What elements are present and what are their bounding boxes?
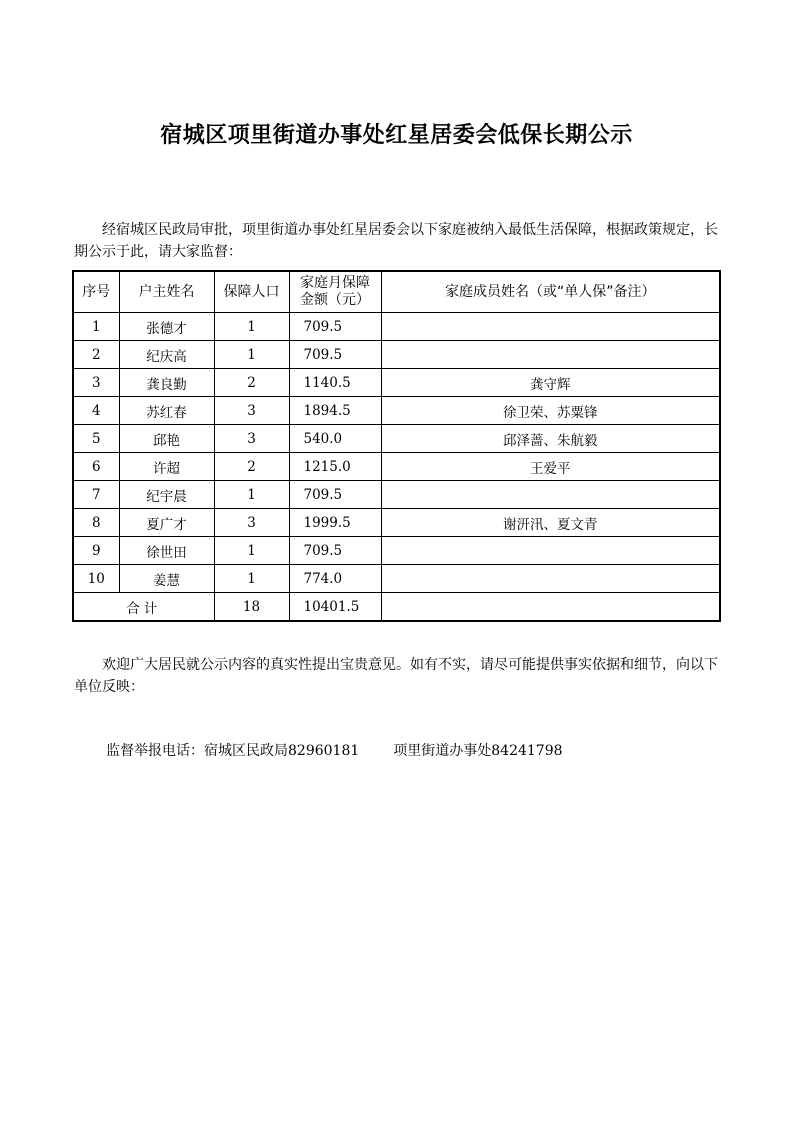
cell-people: 1 (214, 341, 289, 369)
cell-head-name: 夏广才 (119, 509, 214, 537)
cell-head-name: 纪庆高 (119, 341, 214, 369)
table-row (73, 509, 720, 537)
cell-head-name: 许超 (119, 453, 214, 481)
cell-members: 徐卫荣、苏粟锋 (381, 397, 720, 425)
cell-amount: 1140.5 (289, 369, 381, 397)
cell-members (381, 481, 720, 509)
table-row (73, 369, 720, 397)
header-amount-line1: 家庭月保障 (300, 275, 370, 291)
cell-head-name: 龚良勤 (119, 369, 214, 397)
subsidy-table (72, 270, 721, 622)
cell-amount: 709.5 (289, 481, 381, 509)
cell-people: 3 (214, 509, 289, 537)
cell-seq: 5 (73, 425, 119, 453)
contact-line (106, 740, 563, 760)
table-row (73, 425, 720, 453)
total-amount: 10401.5 (289, 593, 381, 622)
header-amount-line2: 金额（元） (300, 292, 370, 308)
cell-members: 谢汧汛、夏文青 (381, 509, 720, 537)
table-row (73, 481, 720, 509)
cell-people: 2 (214, 453, 289, 481)
cell-members (381, 537, 720, 565)
cell-seq: 8 (73, 509, 119, 537)
cell-people: 2 (214, 369, 289, 397)
table-row (73, 565, 720, 593)
cell-members: 龚守辉 (381, 369, 720, 397)
cell-amount: 540.0 (289, 425, 381, 453)
header-amount (289, 271, 381, 313)
total-people: 18 (214, 593, 289, 622)
cell-amount: 774.0 (289, 565, 381, 593)
total-label: 合计 (73, 593, 214, 622)
cell-amount: 709.5 (289, 341, 381, 369)
table-header-row (73, 271, 720, 313)
cell-amount: 1894.5 (289, 397, 381, 425)
header-members: 家庭成员姓名（或“单人保”备注） (381, 271, 720, 313)
cell-people: 1 (214, 537, 289, 565)
total-row (73, 593, 720, 622)
cell-people: 1 (214, 313, 289, 341)
header-head-name: 户主姓名 (119, 271, 214, 313)
intro-paragraph: 经宿城区民政局审批，项里街道办事处红星居委会以下家庭被纳入最低生活保障，根据政策规定，长期公示于此，请大家监督： (74, 222, 718, 260)
cell-amount: 709.5 (289, 313, 381, 341)
cell-head-name: 姜慧 (119, 565, 214, 593)
table-row (73, 341, 720, 369)
cell-members (381, 313, 720, 341)
cell-members (381, 565, 720, 593)
header-seq: 序号 (73, 271, 119, 313)
page-title: 宿城区项里街道办事处红星居委会低保长期公示 (160, 123, 633, 148)
cell-members: 王爱平 (381, 453, 720, 481)
cell-seq: 10 (73, 565, 119, 593)
table-row (73, 313, 720, 341)
cell-seq: 1 (73, 313, 119, 341)
feedback-paragraph: 欢迎广大居民就公示内容的真实性提出宝贵意见。如有不实，请尽可能提供事实依据和细节，向以下单位反映： (74, 657, 718, 695)
cell-amount: 1999.5 (289, 509, 381, 537)
header-people: 保障人口 (214, 271, 289, 313)
table-row (73, 397, 720, 425)
cell-seq: 7 (73, 481, 119, 509)
cell-people: 3 (214, 397, 289, 425)
cell-head-name: 徐世田 (119, 537, 214, 565)
cell-head-name: 邱艳 (119, 425, 214, 453)
cell-members (381, 341, 720, 369)
cell-seq: 4 (73, 397, 119, 425)
bureau-phone: 宿城区民政局82960181 (204, 743, 360, 759)
table-row (73, 453, 720, 481)
table-row (73, 537, 720, 565)
cell-people: 3 (214, 425, 289, 453)
cell-head-name: 苏红春 (119, 397, 214, 425)
cell-amount: 709.5 (289, 537, 381, 565)
cell-seq: 3 (73, 369, 119, 397)
cell-amount: 1215.0 (289, 453, 381, 481)
cell-members: 邱泽蔷、朱航毅 (381, 425, 720, 453)
contact-label: 监督举报电话： (106, 743, 204, 759)
cell-seq: 2 (73, 341, 119, 369)
total-members (381, 593, 720, 622)
cell-head-name: 张德才 (119, 313, 214, 341)
office-phone: 项里街道办事处84241798 (393, 743, 563, 759)
table-body (73, 313, 720, 593)
cell-people: 1 (214, 481, 289, 509)
cell-people: 1 (214, 565, 289, 593)
cell-seq: 6 (73, 453, 119, 481)
cell-seq: 9 (73, 537, 119, 565)
cell-head-name: 纪宇晨 (119, 481, 214, 509)
